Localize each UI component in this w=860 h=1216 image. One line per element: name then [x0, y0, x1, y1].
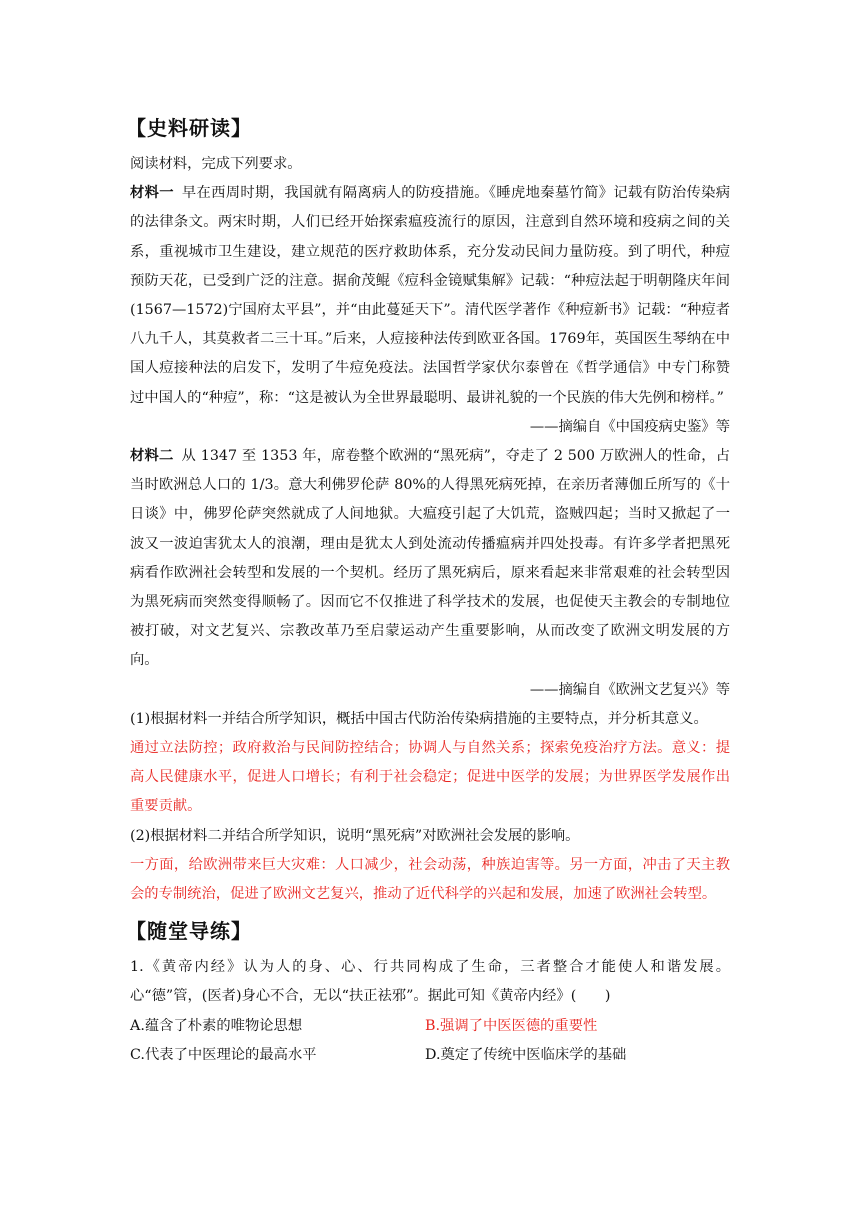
answer-two: 一方面，给欧洲带来巨大灾难：人口减少，社会动荡，种族迫害等。另一方面，冲击了天主教会的专制统治，促进了欧洲文艺复兴，推动了近代科学的兴起和发展，加速了欧洲社会转型。	[130, 856, 730, 903]
answer-one: 通过立法防控；政府救治与民间防控结合；协调人与自然关系；探索免疫治疗方法。意义：提高人民健康水平，促进人口增长；有利于社会稳定；促进中医学的发展；为世界医学发展作出重要贡献。	[130, 740, 730, 815]
practice-options	[130, 1012, 730, 1070]
material-two-text: 从 1347 至 1353 年，席卷整个欧洲的“黑死病”，夺走了 2 500 万欧洲人的性命，占当时欧洲总人口的 1/3。意大利佛罗伦萨 80%的人得黑死病死掉，在亲历者薄伽丘所写的《十日谈》中，佛罗伦萨突然就成了人间地狱。大瘟疫引起了大饥荒，盗贼四起；当时又掀起了一波又一波迫害犹太人的浪潮，理由是犹太人到处流动传播瘟病并四处投毒。有许多学者把黑死病看作欧洲社会转型和发展的一个契机。经历了黑死病后，原来看起来非常艰难的社会转型因为黑死病而突然变得顺畅了。因而它不仅推进了科学技术的发展，也促使天主教会的专制地位被打破，对文艺复兴、宗教改革乃至启蒙运动产生重要影响，从而改变了欧洲文明发展的方向。	[130, 448, 730, 669]
material-two	[130, 442, 730, 676]
section-title-practice: 【随堂导练】	[126, 919, 252, 944]
material-two-source: ——摘编自《欧洲文艺复兴》等	[529, 681, 730, 698]
material-one-label: 材料一	[130, 185, 174, 202]
option-a: A.蕴含了朴素的唯物论思想	[130, 1017, 303, 1034]
document-page	[126, 112, 730, 1070]
question-two: (2)根据材料二并结合所学知识，说明“黑死病”对欧洲社会发展的影响。	[130, 827, 580, 844]
question-one: (1)根据材料一并结合所学知识，概括中国古代防治传染病措施的主要特点，并分析其意义。	[130, 710, 708, 727]
option-c: C.代表了中医理论的最高水平	[130, 1046, 317, 1063]
option-d: D.奠定了传统中医临床学的基础	[425, 1046, 627, 1063]
material-one-source: ——摘编自《中国疫病史鉴》等	[529, 418, 730, 435]
instruction: 阅读材料，完成下列要求。	[130, 156, 302, 172]
material-one	[130, 179, 730, 413]
material-two-label: 材料二	[130, 448, 174, 465]
material-one-text: 早在西周时期，我国就有隔离病人的防疫措施。《睡虎地秦墓竹简》记载有防治传染病的法律条文。两宋时期，人们已经开始探索瘟疫流行的原因，注意到自然环境和疫病之间的关系，重视城市卫生建设，建立规范的医疗救助体系，充分发动民间力量防疫。到了明代，种痘预防天花，已受到广泛的注意。据俞茂鲲《痘科金镜赋集解》记载：“种痘法起于明朝隆庆年间(1567—1572)宁国府太平县”，并“由此蔓延天下”。清代医学著作《种痘新书》记载：“种痘者八九千人，其莫救者二三十耳。”后来，人痘接种法传到欧亚各国。1769年，英国医生琴纳在中国人痘接种法的启发下，发明了牛痘免疫法。法国哲学家伏尔泰曾在《哲学通信》中专门称赞过中国人的“种痘”，称：“这是被认为全世界最聪明、最讲礼貌的一个民族的伟大先例和榜样。”	[130, 185, 730, 406]
option-b-correct: B.强调了中医医德的重要性	[425, 1017, 598, 1034]
section-title-reading: 【史料研读】	[126, 116, 252, 140]
practice-question-stem: 1.《黄帝内经》认为人的身、心、行共同构成了生命，三者整合才能使人和谐发展。心“德”管，(医者)身心不合，无以“扶正祛邪”。据此可知《黄帝内经》( )	[130, 959, 730, 1005]
